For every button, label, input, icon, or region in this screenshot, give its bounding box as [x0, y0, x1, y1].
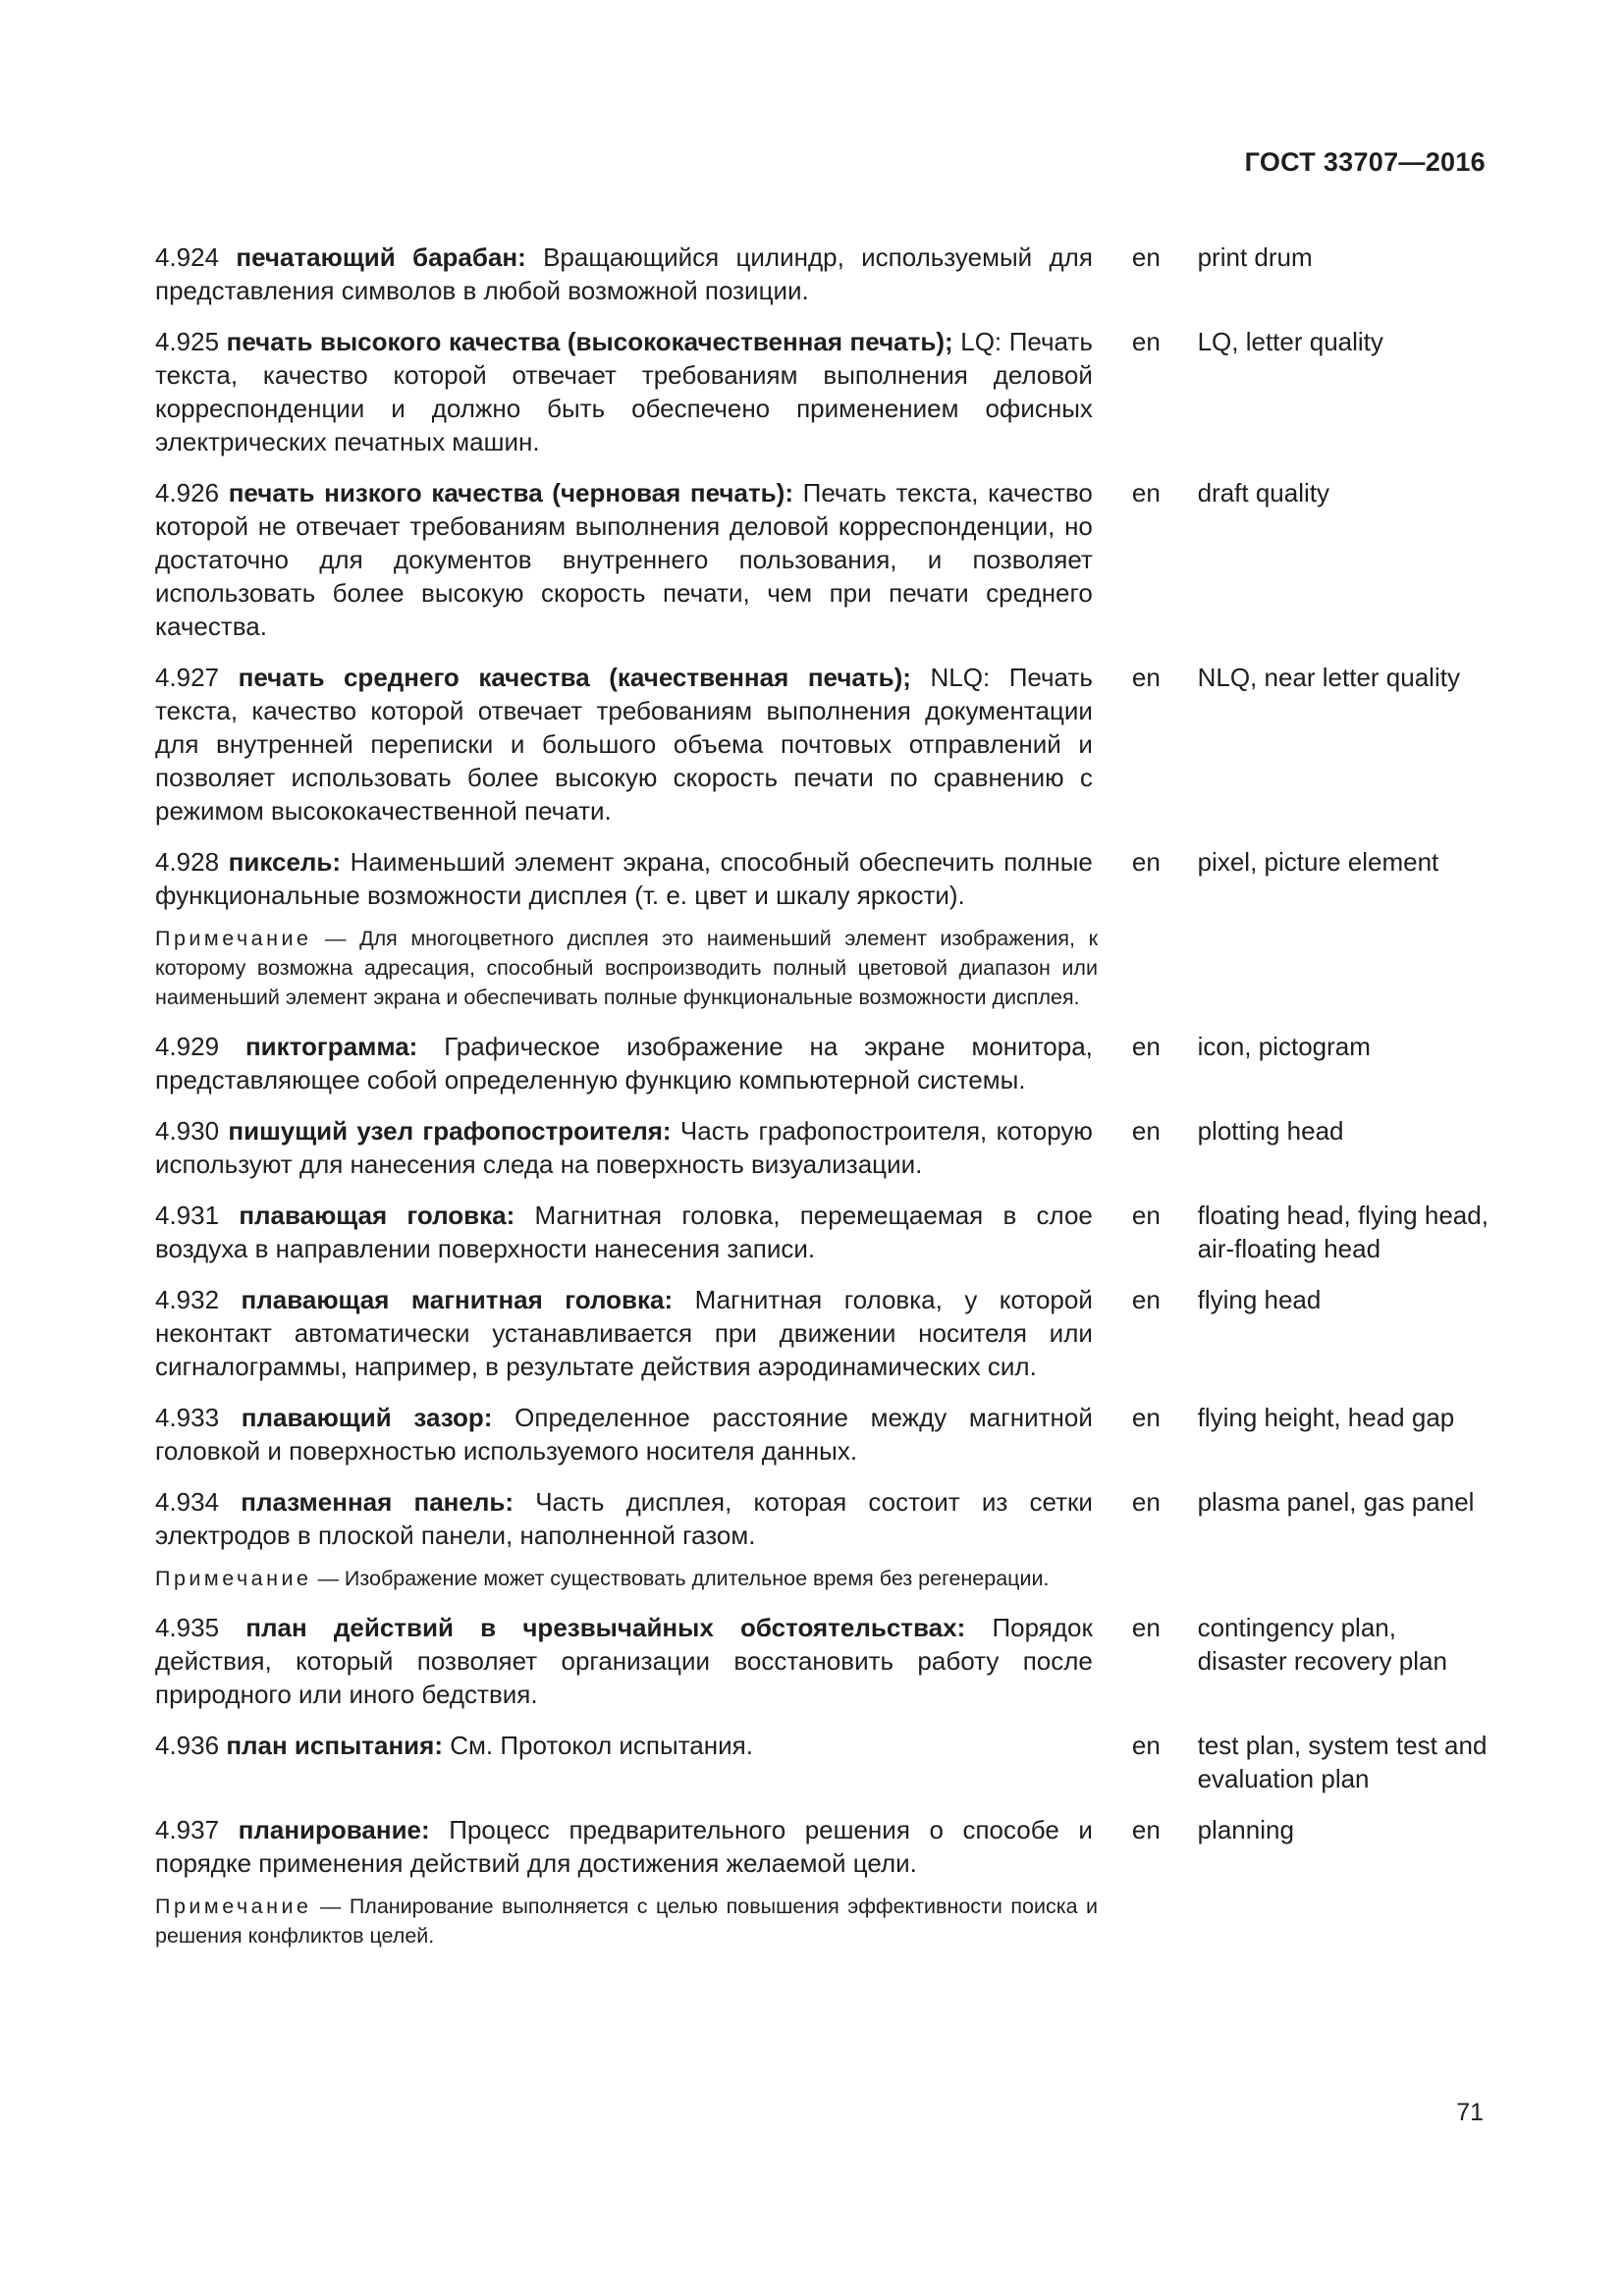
term-name: плавающая магнитная головка:: [241, 1285, 674, 1314]
language-code: en: [1131, 1201, 1161, 1230]
term-number: 4.934: [155, 1487, 220, 1517]
language-code: en: [1131, 1613, 1161, 1642]
term-entry: [155, 1729, 1490, 1795]
term-number: 4.925: [155, 327, 220, 356]
term-entry: [155, 661, 1490, 828]
language-code: en: [1131, 1116, 1161, 1146]
definition-text: Часть графопостроителя, которую используют для нанесения следа на поверхность визуализации.: [155, 1116, 1093, 1179]
term-name: печать низкого качества (черновая печать):: [228, 478, 793, 507]
term-entry: [155, 240, 1490, 307]
document-code: ГОСТ 33707—2016: [1244, 147, 1486, 177]
term-definition: [155, 240, 1093, 307]
definition-text: NLQ: Печать текста, качество которой отвечает требованиям выполнения документации для внутренней переписки и большого объема почтовых отправлений и позволяет использовать более высокую скорость печати по сравнению с режимом высококачественной печати.: [155, 663, 1093, 826]
term-name: плазменная панель:: [241, 1487, 514, 1517]
english-equivalent: planning: [1197, 1815, 1294, 1844]
term-number: 4.932: [155, 1285, 220, 1314]
term-definition: [155, 1611, 1093, 1711]
term-name: печать среднего качества (качественная печать);: [238, 663, 911, 692]
term-entry: [155, 1114, 1490, 1181]
english-equivalent: NLQ, near letter quality: [1197, 663, 1460, 692]
definition-text: Магнитная головка, перемещаемая в слое воздуха в направлении поверхности нанесения записи.: [155, 1201, 1093, 1263]
definition-text: Процесс предварительного решения о способе и порядке применения действий для достижения желаемой цели.: [155, 1815, 1093, 1878]
english-equivalent: pixel, picture element: [1197, 847, 1439, 877]
term-entry: [155, 476, 1490, 643]
term-number: 4.933: [155, 1403, 220, 1432]
definition-text: Наименьший элемент экрана, способный обеспечить полные функциональные возможности дисплея (т. е. цвет и шкалу яркости).: [155, 847, 1093, 910]
definition-text: LQ: Печать текста, качество которой отвечает требованиям выполнения деловой корреспонденции и должно быть обеспечено применением офисных электрических печатных машин.: [155, 327, 1093, 456]
definition-text: Часть дисплея, которая состоит из сетки электродов в плоской панели, наполненной газом.: [155, 1487, 1093, 1550]
english-equivalent: draft quality: [1197, 478, 1329, 507]
language-code: en: [1131, 242, 1161, 272]
english-equivalent: plotting head: [1197, 1116, 1344, 1146]
term-name: печать высокого качества (высококачественная печать);: [226, 327, 953, 356]
term-name: план испытания:: [226, 1731, 443, 1760]
definition-text: Печать текста, качество которой не отвечает требованиям выполнения деловой корреспонденции, но достаточно для документов внутреннего пользования, и позволяет использовать более высокую скорость печати, чем при печати среднего качества.: [155, 478, 1093, 641]
term-definition: [155, 1283, 1093, 1383]
note-label: Примечание: [155, 1567, 312, 1590]
term-number: 4.926: [155, 478, 220, 507]
language-code: en: [1131, 1285, 1161, 1314]
english-equivalent: floating head, flying head, air-floating head: [1197, 1201, 1489, 1263]
term-name: плавающий зазор:: [241, 1403, 493, 1432]
term-entry: [155, 1030, 1490, 1096]
english-equivalent: plasma panel, gas panel: [1197, 1487, 1475, 1517]
definition-text: Графическое изображение на экране монитора, представляющее собой определенную функцию компьютерной системы.: [155, 1032, 1093, 1095]
language-code: en: [1131, 1032, 1161, 1061]
definition-text: Порядок действия, который позволяет организации восстановить работу после природного или иного бедствия.: [155, 1613, 1093, 1709]
page-number: 71: [1456, 2099, 1484, 2126]
term-definition: [155, 845, 1093, 912]
term-entry: [155, 325, 1490, 458]
definition-text: Определенное расстояние между магнитной головкой и поверхностью используемого носителя данных.: [155, 1403, 1093, 1466]
term-number: 4.936: [155, 1731, 220, 1760]
term-name: плавающая головка:: [239, 1201, 515, 1230]
term-name: печатающий барабан:: [236, 242, 526, 272]
term-number: 4.927: [155, 663, 220, 692]
english-equivalent: LQ, letter quality: [1197, 327, 1383, 356]
term-entry: [155, 1611, 1490, 1711]
definition-text: Магнитная головка, у которой неконтакт автоматически устанавливается при движении носителя или сигналограммы, например, в результате действия аэродинамических сил.: [155, 1285, 1093, 1381]
term-definition: [155, 661, 1093, 828]
term-note: [155, 1564, 1098, 1593]
term-number: 4.931: [155, 1201, 220, 1230]
term-definition: [155, 1729, 1093, 1795]
english-equivalent: flying height, head gap: [1197, 1403, 1455, 1432]
language-code: en: [1131, 663, 1161, 692]
definition-text: См. Протокол испытания.: [450, 1731, 753, 1760]
term-number: 4.924: [155, 242, 220, 272]
language-code: en: [1131, 478, 1161, 507]
term-name: пишущий узел графопостроителя:: [228, 1116, 672, 1146]
term-name: план действий в чрезвычайных обстоятельствах:: [245, 1613, 966, 1642]
note-text: — Планирование выполняется с целью повышения эффективности поиска и решения конфликтов целей.: [155, 1895, 1098, 1948]
english-equivalent: icon, pictogram: [1197, 1032, 1371, 1061]
term-number: 4.930: [155, 1116, 220, 1146]
term-definition: [155, 1030, 1093, 1096]
terms-list: [155, 240, 1490, 1968]
english-equivalent: contingency plan, disaster recovery plan: [1197, 1613, 1447, 1676]
term-number: 4.937: [155, 1815, 220, 1844]
note-label: Примечание: [155, 927, 312, 950]
language-code: en: [1131, 1403, 1161, 1432]
term-definition: [155, 1401, 1093, 1468]
language-code: en: [1131, 1815, 1161, 1844]
term-definition: [155, 325, 1093, 458]
term-number: 4.929: [155, 1032, 220, 1061]
language-code: en: [1131, 1487, 1161, 1517]
term-entry: [155, 1485, 1490, 1552]
term-definition: [155, 1813, 1093, 1880]
term-entry: [155, 1401, 1490, 1468]
language-code: en: [1131, 1731, 1161, 1760]
definition-text: Вращающийся цилиндр, используемый для представления символов в любой возможной позиции.: [155, 242, 1093, 305]
term-definition: [155, 1485, 1093, 1552]
term-number: 4.935: [155, 1613, 220, 1642]
term-name: планирование:: [238, 1815, 430, 1844]
term-definition: [155, 476, 1093, 643]
language-code: en: [1131, 847, 1161, 877]
english-equivalent: print drum: [1197, 242, 1313, 272]
term-entry: [155, 1813, 1490, 1880]
english-equivalent: test plan, system test and evaluation plan: [1197, 1731, 1488, 1793]
term-note: [155, 924, 1098, 1012]
term-entry: [155, 1199, 1490, 1265]
term-definition: [155, 1199, 1093, 1265]
note-label: Примечание: [155, 1895, 312, 1918]
term-name: пиктограмма:: [244, 1032, 418, 1061]
term-name: пиксель:: [228, 847, 342, 877]
note-text: — Для многоцветного дисплея это наименьший элемент изображения, к которому возможна адресация, способный воспроизводить полный цветовой диапазон или наименьший элемент экрана и обеспечивать полные функциональные возможности дисплея.: [155, 927, 1098, 1009]
term-entry: [155, 1283, 1490, 1383]
term-definition: [155, 1114, 1093, 1181]
english-equivalent: flying head: [1197, 1285, 1322, 1314]
term-number: 4.928: [155, 847, 220, 877]
note-text: — Изображение может существовать длительное время без регенерации.: [317, 1567, 1050, 1590]
term-entry: [155, 845, 1490, 912]
language-code: en: [1131, 327, 1161, 356]
term-note: [155, 1892, 1098, 1950]
